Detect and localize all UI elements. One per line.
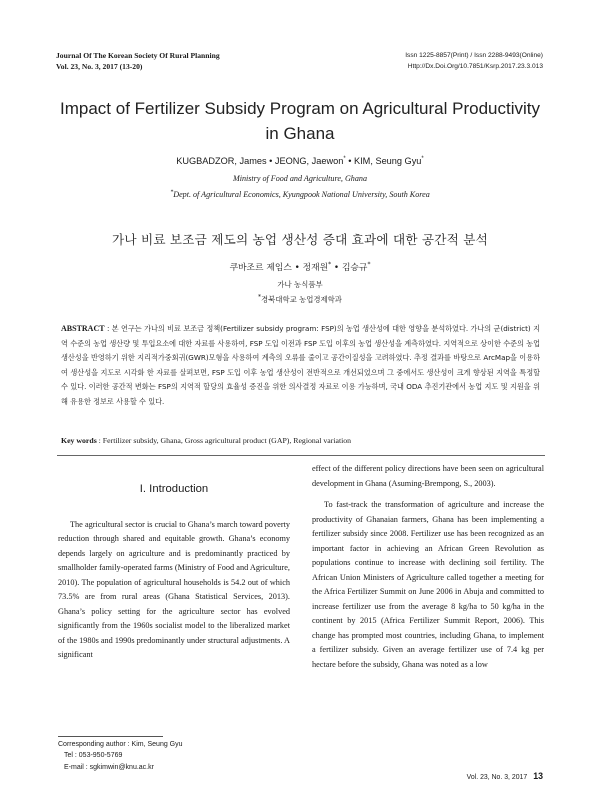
section-heading: I. Introduction [139, 483, 209, 495]
journal-name: Journal Of The Korean Society Of Rural Planning [56, 51, 220, 60]
affiliation-korean-2-text: 경북대학교 농업경제학과 [261, 295, 342, 304]
page-footer [467, 771, 543, 781]
keywords [61, 436, 540, 445]
affiliation-english-1: Ministry of Food and Agriculture, Ghana [233, 174, 367, 183]
abstract-text: : 본 연구는 가나의 비료 보조금 정책(Fertilizer subsidy program: FSP)의 농업 생산성에 대한 영향을 분석하였다. 가나의 군(district) 지역 수준의 농업 생산량 및 투입요소에 대한 자료를 사용하여, FSP 도입 이전과 FSP 도입 이후의 농업 생산성을 계측하였다. 지역적으로 상이한 수준의 농업 생산성을 반영하기 위한 지리적가중회귀(GWR)모형을 사용하여 계측의 오류를 줄이고 공간이질성을 고려하였다. 추정 결과를 바탕으로 ArcMap을 이용하여 생산성을 지도로 시각화 한 자료를 살펴보면, FSP 도입 이후 농업 생산성이 전반적으로 개선되었으며 그 중에서도 생산성이 크게 향상된 지역을 특정할 수 있다. 이러한 공간적 변화는 FSP의 지역적 할당의 효율성 증진을 위한 의사결정 자료로 이용 가능하며, 국내 ODA 추진기관에서 농업 지도 및 지원을 위해 유용한 정보로 사용할 수 있다. [61, 324, 540, 406]
author-kr-3-mark: * [367, 261, 371, 269]
author-kr-separator: • [331, 263, 342, 273]
journal-volume: Vol. 23, No. 3, 2017 (13-20) [56, 62, 143, 71]
body-paragraph: effect of the different policy directions have been seen on agricultural development in Ghana (Asuming-Brempong, S., 2003). [312, 464, 544, 488]
corresponding-author-footnote [58, 739, 183, 773]
author-separator: • [345, 156, 354, 166]
affiliation-korean-2 [60, 294, 540, 305]
affiliation-english-2 [60, 190, 540, 199]
affiliation-english-2-text: Dept. of Agricultural Economics, Kyungpook National University, South Korea [173, 190, 430, 199]
keywords-label: Key words [61, 436, 97, 445]
author-kr-2-mark: * [328, 261, 332, 269]
footnote-divider [58, 736, 163, 737]
author-email[interactable]: E-mail : sgkimwin@knu.ac.kr [64, 763, 154, 771]
corresponding-author: Corresponding author : Kim, Seung Gyu [58, 741, 183, 748]
author-kr-3: 김승규 [341, 263, 368, 273]
authors-korean [60, 260, 540, 273]
issn: Issn 1225-8857(Print) / Issn 2288-9493(Online) [405, 52, 543, 59]
author-1: KUGBADZOR, James [176, 156, 267, 166]
authors-english [60, 156, 540, 166]
author-kr-2: 정재원 [302, 263, 329, 273]
paper-title-english: Impact of Fertilizer Subsidy Program on Agricultural Productivity in Ghana [60, 99, 540, 143]
author-3-mark: * [421, 155, 424, 162]
affiliation-kr-mark: * [258, 293, 262, 301]
author-3: KIM, Seung Gyu [354, 156, 422, 166]
doi-link[interactable]: Http://Dx.Doi.Org/10.7851/Ksrp.2017.23.3.013 [407, 63, 543, 70]
author-kr-separator: • [291, 263, 303, 273]
author-separator: • [266, 156, 275, 166]
journal-header [56, 50, 220, 72]
journal-identifiers [405, 50, 543, 72]
abstract [61, 322, 540, 410]
section-divider [57, 455, 545, 456]
footer-issue: Vol. 23, No. 3, 2017 [466, 774, 528, 781]
body-paragraph: The agricultural sector is crucial to Ghana’s march toward poverty reduction through shared and equitable growth. Ghana’s economy depends largely on agriculture and is predominantly practiced by smallholder family-operated farms (Ministry of Food and Agriculture, 2010). The population of agricultural households is 54.2 out of which 73.5% are from rural areas (Ghana Statistical Services, 2013). Ghana’s policy setting for the agriculture sector has evolved significantly from the 1960s socialist model to the liberalized market of the 1980s and 1990s predominantly under structural adjustments. A significant [58, 519, 290, 659]
author-phone: Tel : 053-950-5769 [64, 752, 123, 760]
author-2: JEONG, Jaewon [274, 156, 344, 166]
keywords-text: : Fertilizer subsidy, Ghana, Gross agricultural product (GAP), Regional variation [96, 436, 352, 445]
abstract-label: ABSTRACT [61, 324, 105, 333]
body-paragraph: To fast-track the transformation of agriculture and increase the productivity of Ghanaian farmers, Ghana has been implementing a fertilizer subsidy since 2008. Fertilizer use has been recognized as an important factor in achieving an African Green Revolution as populations continue to increase with declining soil fertility. The African Union Ministers of Agriculture called together a meeting for the Africa Fertilizer Summit on June 2006 in Abuja and committed to increase fertilizer use from the average 8 kg/ha to 50 kg/ha in the continent by 2015 (Africa Fertilizer Summit Report, 2006). This change has prompted most countries, including Ghana, to implement a fertilizer subsidy. Given an average fertilizer use of 7.4 kg per hectare before the subsidy, Ghana was noted as a low [312, 500, 544, 669]
affiliation-mark: * [170, 189, 174, 196]
affiliation-korean-1: 가나 농식품부 [277, 280, 323, 289]
page-number: 13 [533, 771, 543, 781]
author-kr-1: 쿠바조르 제임스 [229, 263, 292, 273]
paper-title-korean: 가나 비료 보조금 제도의 농업 생산성 증대 효과에 대한 공간적 분석 [112, 232, 488, 247]
body-column-right [312, 462, 544, 672]
author-2-mark: * [343, 155, 346, 162]
body-column-left [58, 462, 290, 663]
